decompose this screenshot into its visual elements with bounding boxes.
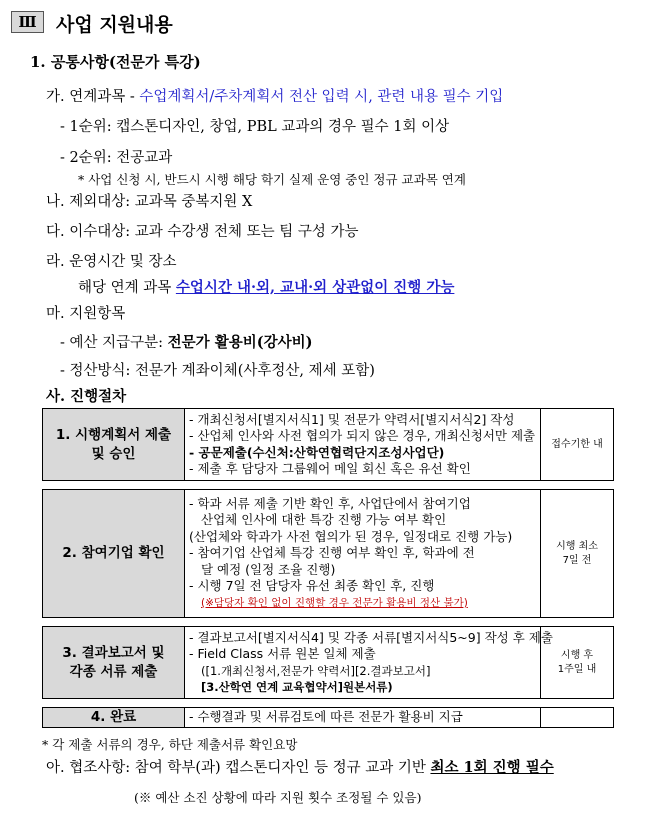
item-ga-prefix: 가. 연계과목 -	[46, 89, 140, 105]
step-2-label: 2. 참여기업 확인	[43, 490, 185, 618]
item-ra-detail	[78, 276, 454, 297]
procedure-row-1	[43, 409, 614, 481]
step-1-time: 접수기한 내	[541, 409, 614, 481]
page-title: 사업 지원내용	[56, 14, 173, 36]
item-da: 다. 이수대상: 교과 수강생 전체 또는 팀 구성 가능	[46, 224, 359, 240]
ma-budget	[60, 331, 313, 352]
section-title: 1. 공통사항(전문가 특강)	[30, 53, 201, 71]
procedure-table	[42, 408, 614, 728]
ma-budget-value: 전문가 활용비(강사비)	[167, 334, 313, 351]
item-ah	[46, 756, 554, 777]
procedure-row-4	[43, 708, 614, 728]
step-1-desc: - 개최신청서[별지서식1] 및 전문가 약력서[별지서식2] 작성 - 산업체 인사와 사전 협의가 되지 않은 경우, 개최신청서만 제출 - 공문제출(수신처:산학연협력단지조성사업단) - 제출 후 담당자 그룹웨어 메일 회신 혹은 유선 확인	[185, 409, 541, 481]
ga-note: * 사업 신청 시, 반드시 시행 해당 학기 실제 운영 중인 정규 교과목 연계	[78, 172, 466, 187]
step-3-label: 3. 결과보고서 및 각종 서류 제출	[43, 627, 185, 699]
ah-highlight: 최소 1회 진행 필수	[430, 759, 554, 776]
procedure-row-3	[43, 627, 614, 699]
ga-item-2: - 2순위: 전공교과	[60, 150, 173, 166]
step-4-desc: - 수행결과 및 서류검토에 따른 전문가 활용비 지급	[185, 708, 541, 728]
step-2-time: 시행 최소 7일 전	[541, 490, 614, 618]
step-3-desc: - 결과보고서[별지서식4] 및 각종 서류[별지서식5~9] 작성 후 제출 - Field Class 서류 원본 일체 제출 ([1.개최신청서,전문가 약력서][2.결과보고서] [3.산학연 연계 교육협약서]원본서류)	[185, 627, 541, 699]
step-3-time: 시행 후 1주일 내	[541, 627, 614, 699]
ma-budget-prefix: - 예산 지급구분:	[60, 335, 168, 351]
step-2-desc: - 학과 서류 제출 기반 확인 후, 사업단에서 참여기업 산업체 인사에 대한 특강 진행 가능 여부 확인 (산업체와 학과가 사전 협의가 된 경우, 일정대로 진행 가능) - 참여기업 산업체 특강 진행 여부 확인 후, 학과에 전 달 예정 (일정 조율 진행) - 시행 7일 전 담당자 유선 최종 확인 후, 진행 (※담당자 확인 없이 진행할 경우 전문가 활용비 정산 불가)	[185, 490, 541, 618]
step-1-label: 1. 시행계획서 제출 및 승인	[43, 409, 185, 481]
step-4-label: 4. 완료	[43, 708, 185, 728]
item-ra-title: 라. 운영시간 및 장소	[46, 254, 177, 270]
ra-highlight: 수업시간 내·외, 교내·외 상관없이 진행 가능	[175, 279, 455, 296]
item-ga-text: 수업계획서/주차계획서 전산 입력 시, 관련 내용 필수 기입	[139, 89, 504, 105]
item-sa-title: 사. 진행절차	[46, 388, 127, 405]
item-ga	[46, 85, 503, 106]
item-na: 나. 제외대상: 교과목 중복지원 X	[46, 194, 253, 210]
ga-item-1: - 1순위: 캡스톤디자인, 창업, PBL 교과의 경우 필수 1회 이상	[60, 119, 450, 135]
footer-note: * 각 제출 서류의 경우, 하단 제출서류 확인요망	[42, 737, 298, 752]
ra-prefix: 해당 연계 과목	[78, 280, 176, 296]
final-note: (※ 예산 소진 상황에 따라 지원 횟수 조정될 수 있음)	[134, 790, 422, 805]
roman-numeral-badge: Ⅲ	[11, 11, 44, 33]
step-4-time	[541, 708, 614, 728]
procedure-row-2	[43, 490, 614, 618]
ma-payment: - 정산방식: 전문가 계좌이체(사후정산, 제세 포함)	[60, 363, 375, 379]
item-ma-title: 마. 지원항목	[46, 306, 126, 322]
ah-prefix: 아. 협조사항: 참여 학부(과) 캡스톤디자인 등 정규 교과 기반	[46, 760, 431, 776]
